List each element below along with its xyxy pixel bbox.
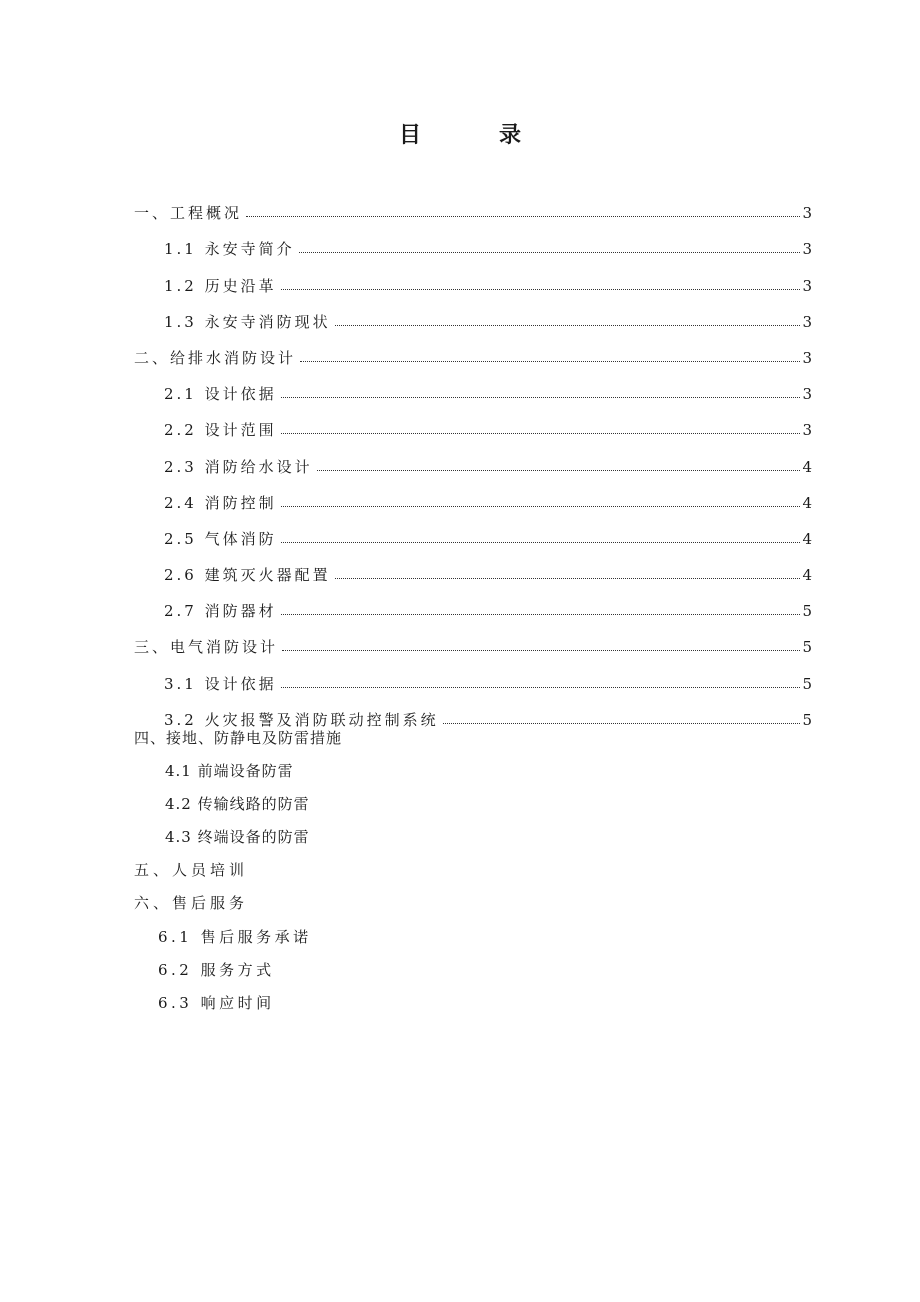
title-char-1: 目 bbox=[398, 122, 421, 148]
dot-leader bbox=[281, 432, 801, 434]
dot-leader bbox=[281, 686, 801, 688]
toc-entry-label: 1.2 历史沿革 bbox=[164, 276, 277, 295]
toc-entry[interactable] bbox=[134, 476, 812, 512]
toc-entry[interactable] bbox=[134, 512, 812, 548]
toc-entry-page: 3 bbox=[802, 276, 812, 295]
toc-entry[interactable] bbox=[134, 295, 812, 331]
toc-entry-label: 2.1 设计依据 bbox=[164, 385, 277, 404]
toc-entry-page: 3 bbox=[802, 240, 812, 259]
dot-leader bbox=[281, 396, 801, 398]
toc-entry-label: 2.7 消防器材 bbox=[164, 602, 277, 621]
dot-leader bbox=[335, 324, 801, 326]
toc-entry-label: 2.4 消防控制 bbox=[164, 493, 277, 512]
toc-entry-page: 3 bbox=[802, 385, 812, 404]
toc-entry-label: 3.1 设计依据 bbox=[164, 674, 277, 693]
dot-leader bbox=[335, 577, 801, 579]
toc-entry[interactable] bbox=[134, 584, 812, 620]
toc-entry-label: 1.1 永安寺简介 bbox=[164, 240, 295, 259]
dot-leader bbox=[281, 288, 801, 290]
dot-leader bbox=[443, 722, 801, 724]
toc-entry-label: 二、给排水消防设计 bbox=[134, 348, 297, 367]
toc-entry-label: 2.5 气体消防 bbox=[164, 529, 277, 548]
toc-entry-page: 4 bbox=[802, 493, 812, 512]
toc-heading-after-sales[interactable]: 六、售后服务 bbox=[134, 894, 249, 912]
toc-subentry-terminal-lightning[interactable]: 4.3 终端设备的防雷 bbox=[165, 828, 310, 846]
toc-subentry-commitment[interactable]: 6.1 售后服务承诺 bbox=[158, 928, 312, 946]
toc-entry[interactable] bbox=[134, 548, 812, 584]
toc-entry-label: 三、电气消防设计 bbox=[134, 638, 279, 657]
toc-entry-label: 2.2 设计范围 bbox=[164, 421, 277, 440]
table-of-contents bbox=[134, 186, 812, 729]
toc-entry-page: 5 bbox=[802, 674, 812, 693]
dot-leader bbox=[317, 469, 801, 471]
toc-entry-page: 4 bbox=[802, 529, 812, 548]
toc-entry[interactable] bbox=[134, 656, 812, 692]
toc-entry[interactable] bbox=[134, 222, 812, 258]
dot-leader bbox=[246, 215, 800, 217]
toc-entry-label: 2.3 消防给水设计 bbox=[164, 457, 313, 476]
toc-entry[interactable] bbox=[134, 439, 812, 475]
toc-subentry-line-lightning[interactable]: 4.2 传输线路的防雷 bbox=[165, 795, 310, 813]
dot-leader bbox=[282, 649, 800, 651]
toc-entry[interactable] bbox=[134, 258, 812, 294]
toc-subentry-front-lightning[interactable]: 4.1 前端设备防雷 bbox=[165, 762, 294, 780]
toc-entry-label: 2.6 建筑灭火器配置 bbox=[164, 566, 331, 585]
toc-subentry-service-mode[interactable]: 6.2 服务方式 bbox=[158, 961, 275, 979]
toc-entry-page: 5 bbox=[802, 602, 812, 621]
toc-heading-grounding[interactable]: 四、接地、防静电及防雷措施 bbox=[134, 729, 343, 747]
toc-entry-label: 1.3 永安寺消防现状 bbox=[164, 312, 331, 331]
toc-entry-page: 3 bbox=[802, 348, 812, 367]
toc-entry-label: 3.2 火灾报警及消防联动控制系统 bbox=[164, 710, 439, 729]
toc-entry-page: 5 bbox=[802, 710, 812, 729]
dot-leader bbox=[281, 505, 801, 507]
toc-subentry-response-time[interactable]: 6.3 响应时间 bbox=[158, 994, 275, 1012]
toc-entry[interactable] bbox=[134, 620, 812, 656]
dot-leader bbox=[299, 251, 801, 253]
toc-entry-page: 5 bbox=[802, 638, 812, 657]
toc-entry-page: 4 bbox=[802, 457, 812, 476]
dot-leader bbox=[300, 360, 800, 362]
toc-entry[interactable] bbox=[134, 186, 812, 222]
toc-entry[interactable] bbox=[134, 403, 812, 439]
page-title bbox=[0, 118, 920, 149]
toc-heading-training[interactable]: 五、人员培训 bbox=[134, 861, 249, 879]
toc-entry-page: 3 bbox=[802, 312, 812, 331]
dot-leader bbox=[281, 541, 801, 543]
toc-entry[interactable] bbox=[134, 331, 812, 367]
toc-entry[interactable] bbox=[134, 693, 812, 729]
toc-entry-label: 一、工程概况 bbox=[134, 204, 243, 223]
toc-entry[interactable] bbox=[134, 367, 812, 403]
dot-leader bbox=[281, 613, 801, 615]
title-char-2: 录 bbox=[499, 122, 522, 148]
toc-entry-page: 3 bbox=[802, 421, 812, 440]
toc-entry-page: 3 bbox=[802, 204, 812, 223]
toc-entry-page: 4 bbox=[802, 566, 812, 585]
